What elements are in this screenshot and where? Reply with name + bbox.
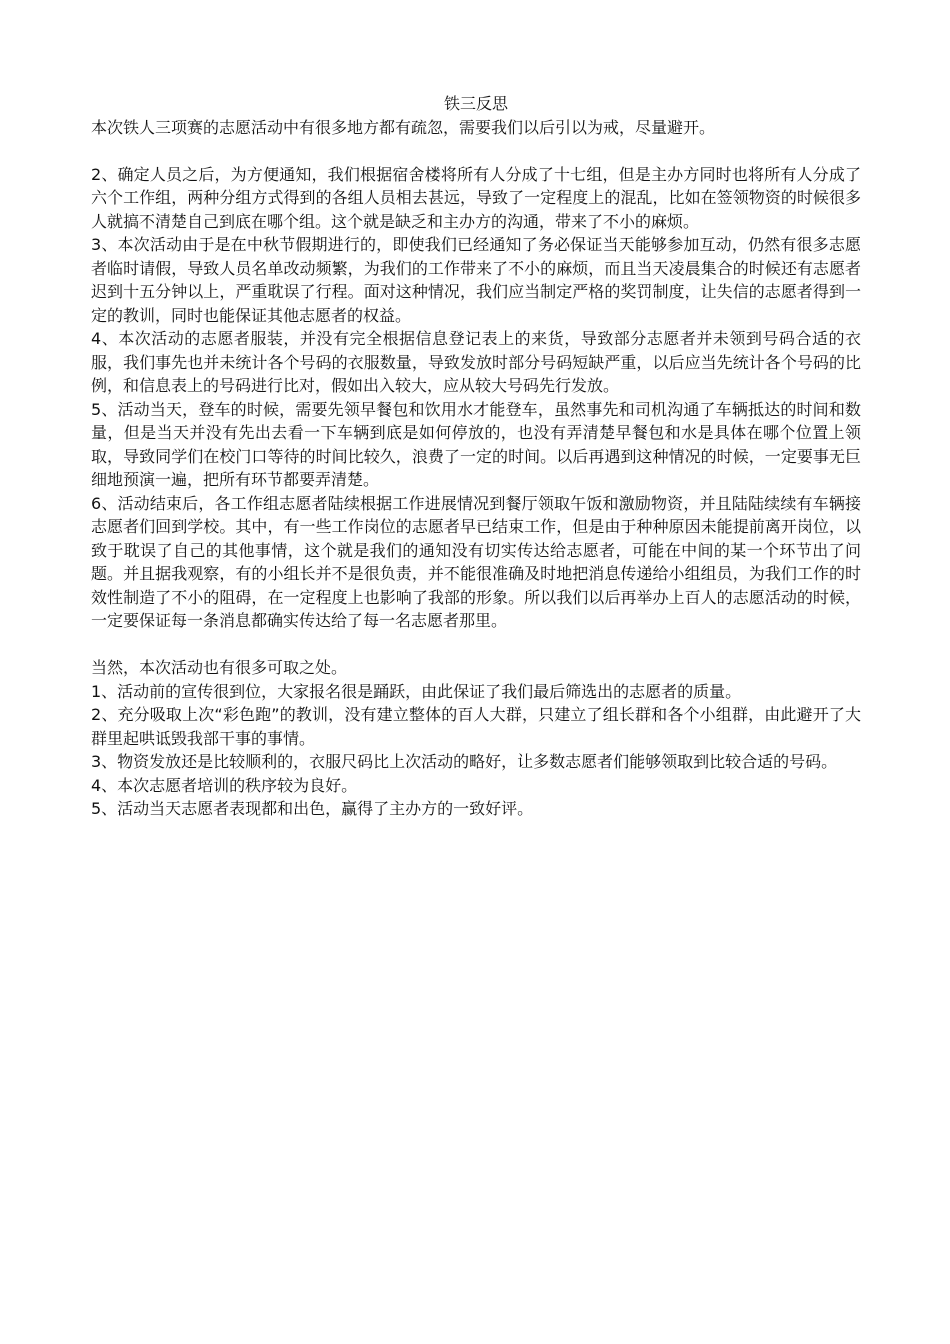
positive-item: 4、本次志愿者培训的秩序较为良好。 xyxy=(91,775,358,795)
blank-line xyxy=(91,633,861,657)
intro-paragraph: 本次铁人三项赛的志愿活动中有很多地方都有疏忽，需要我们以后引以为戒，尽量避开。 xyxy=(91,117,716,137)
document-page xyxy=(91,92,861,821)
document-title: 铁三反思 xyxy=(443,94,508,113)
problem-item: 6、活动结束后，各工作组志愿者陆续根据工作进展情况到餐厅领取午饭和激励物资，并且陆陆续续有车辆接志愿者们回到学校。其中，有一些工作岗位的志愿者早已结束工作，但是由于种种原因未能提前离开岗位，以致于耽误了自己的其他事情，这个就是我们的通知没有切实传达给志愿者，可能在中间的某一个环节出了问题。并且据我观察，有的小组长并不是很负责，并不能很准确及时地把消息传递给小组组员，为我们工作的时效性制造了不小的阻碍，在一定程度上也影响了我部的形象。所以我们以后再举办上百人的志愿活动的时候，一定要保证每一条消息都确实传达给了每一名志愿者那里。 xyxy=(91,493,861,630)
positive-item: 5、活动当天志愿者表现都和出色，赢得了主办方的一致好评。 xyxy=(91,799,534,818)
problem-item: 5、活动当天，登车的时候，需要先领早餐包和饮用水才能登车，虽然事先和司机沟通了车辆抵达的时间和数量，但是当天并没有先出去看一下车辆到底是如何停放的，也没有弄清楚早餐包和水是具体在哪个位置上领取，导致同学们在校门口等待的时间比较久，浪费了一定的时间。以后再遇到这种情况的时候，一定要事无巨细地预演一遍，把所有环节都要弄清楚。 xyxy=(91,399,861,489)
blank-line xyxy=(91,139,861,163)
problem-item: 2、确定人员之后，为方便通知，我们根据宿舍楼将所有人分成了十七组，但是主办方同时也将所有人分成了六个工作组，两种分组方式得到的各组人员相去甚远，导致了一定程度上的混乱，比如在签领物资的时候很多人就搞不清楚自己到底在哪个组。这个就是缺乏和主办方的沟通，带来了不小的麻烦。 xyxy=(91,164,861,231)
positive-item: 3、物资发放还是比较顺利的，衣服尺码比上次活动的略好，让多数志愿者们能够领取到比较合适的号码。 xyxy=(91,752,838,771)
positives-intro: 当然，本次活动也有很多可取之处。 xyxy=(91,658,348,677)
positive-item: 2、充分吸取上次“彩色跑”的教训，没有建立整体的百人大群，只建立了组长群和各个小组群，由此避开了大群里起哄诋毁我部干事的事情。 xyxy=(91,705,861,748)
positive-item: 1、活动前的宣传很到位，大家报名很是踊跃，由此保证了我们最后筛选出的志愿者的质量。 xyxy=(91,681,742,701)
problem-item: 3、本次活动由于是在中秋节假期进行的，即使我们已经通知了务必保证当天能够参加互动，仍然有很多志愿者临时请假，导致人员名单改动频繁，为我们的工作带来了不小的麻烦，而且当天凌晨集合的时候还有志愿者迟到十五分钟以上，严重耽误了行程。面对这种情况，我们应当制定严格的奖罚制度，让失信的志愿者得到一定的教训，同时也能保证其他志愿者的权益。 xyxy=(91,235,861,325)
problem-item: 4、本次活动的志愿者服装，并没有完全根据信息登记表上的来货，导致部分志愿者并未领到号码合适的衣服，我们事先也并未统计各个号码的衣服数量，导致发放时部分号码短缺严重，以后应当先统计各个号码的比例，和信息表上的号码进行比对，假如出入较大，应从较大号码先行发放。 xyxy=(91,329,861,395)
